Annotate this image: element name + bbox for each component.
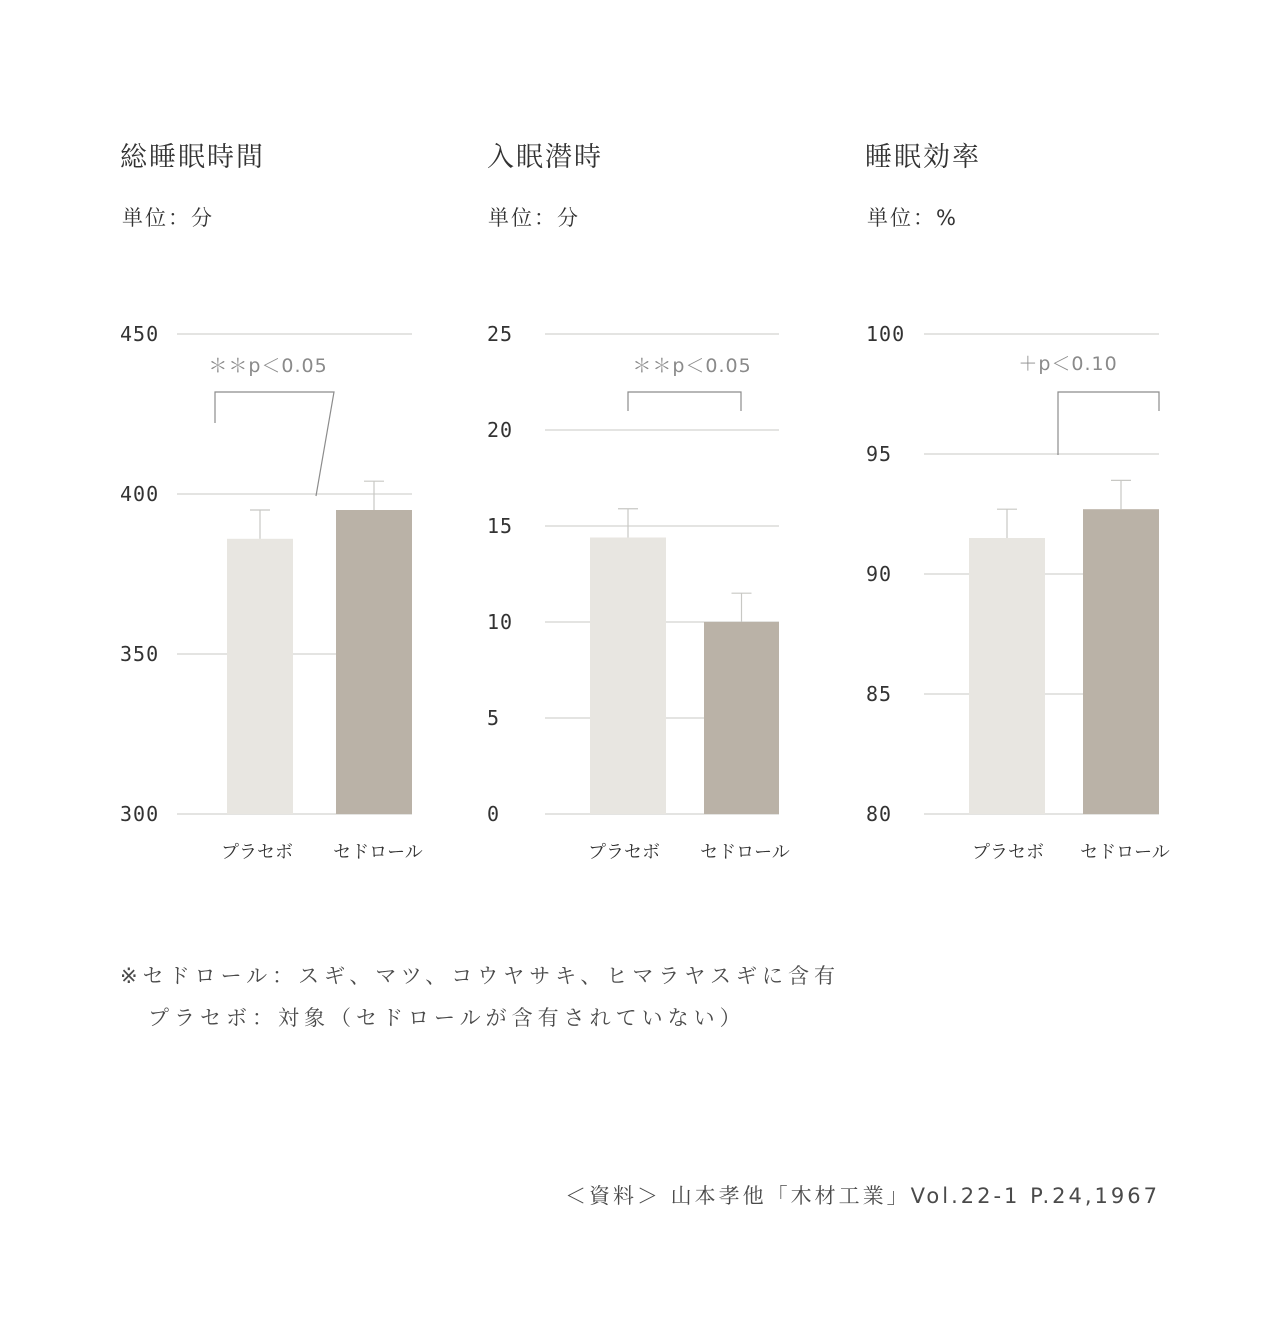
chart-3-title: 睡眠効率	[865, 142, 981, 173]
y-tick-label: 85	[866, 682, 893, 706]
y-tick-label: 20	[487, 418, 514, 442]
x-category-label: セドロール	[700, 842, 790, 863]
chart-3-unit-label: 単位：%	[867, 206, 958, 230]
x-category-label: プラセボ	[221, 842, 293, 863]
y-tick-label: 10	[487, 610, 514, 634]
chart-2-title: 入眠潜時	[487, 142, 603, 173]
y-tick-label: 0	[487, 802, 501, 826]
source-citation: ＜資料＞ 山本孝他「木材工業」Vol.22-1 P.24,1967	[564, 1184, 1160, 1208]
footnote-placebo: プラセボ：対象（セドロールが含有されていない）	[148, 1006, 746, 1030]
footnote-cedrol: ※セドロール：スギ、マツ、コウヤサキ、ヒマラヤスギに含有	[120, 964, 840, 988]
y-tick-label: 300	[120, 802, 160, 826]
y-tick-label: 350	[120, 642, 160, 666]
y-tick-label: 25	[487, 322, 514, 346]
significance-bracket	[1058, 392, 1159, 455]
significance-label: ＊＊p＜0.05	[208, 355, 328, 377]
y-tick-label: 100	[866, 322, 906, 346]
significance-label: ＋p＜0.10	[1018, 353, 1118, 375]
chart-1-unit-label: 単位：分	[122, 206, 214, 230]
chart-2-unit-label: 単位：分	[488, 206, 580, 230]
error-bar	[997, 509, 1017, 538]
bar-cedrol	[1083, 509, 1159, 814]
y-tick-label: 80	[866, 802, 893, 826]
x-category-label: セドロール	[333, 842, 423, 863]
y-tick-label: 90	[866, 562, 893, 586]
y-tick-label: 95	[866, 442, 893, 466]
chart-1-title: 総睡眠時間	[120, 142, 265, 173]
x-category-label: プラセボ	[972, 842, 1044, 863]
y-tick-label: 450	[120, 322, 160, 346]
x-category-label: プラセボ	[588, 842, 660, 863]
y-tick-label: 15	[487, 514, 514, 538]
bar-placebo	[969, 538, 1045, 814]
x-category-label: セドロール	[1080, 842, 1170, 863]
error-bar	[1111, 480, 1131, 509]
significance-label: ＊＊p＜0.05	[632, 355, 752, 377]
y-tick-label: 5	[487, 706, 501, 730]
y-tick-label: 400	[120, 482, 160, 506]
